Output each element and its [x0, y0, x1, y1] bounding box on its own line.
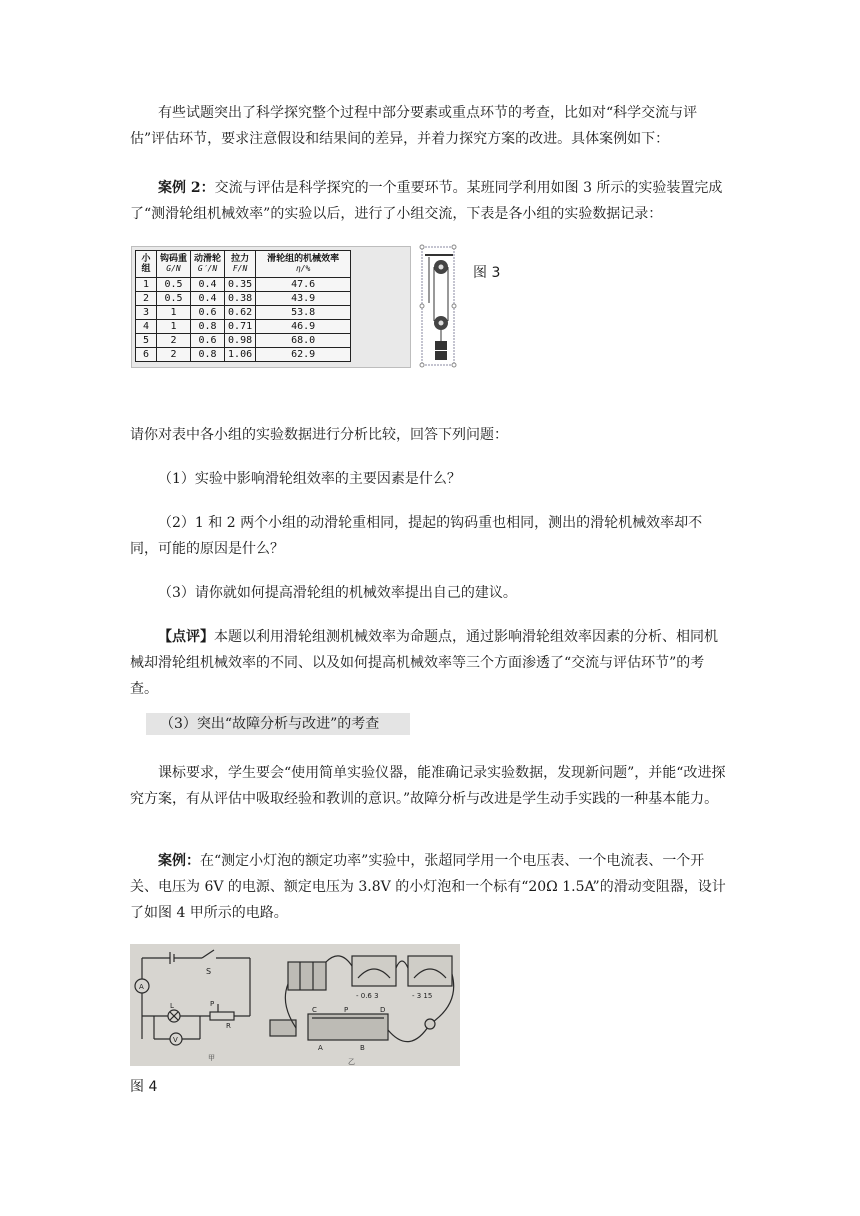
table-cell: 1: [136, 278, 157, 292]
label-rheo-B: B: [360, 1044, 365, 1052]
table-header-label: 钩码重: [160, 254, 188, 264]
table-cell: 0.62: [225, 306, 256, 320]
table-cell: 3: [136, 306, 157, 320]
table-header-cell: [136, 251, 157, 278]
table-cell: 47.6: [256, 278, 351, 292]
table-header-label: 小组: [141, 254, 151, 274]
table-cell: 0.6: [191, 334, 225, 348]
question-2: （2）1 和 2 两个小组的动滑轮重相同，提起的钩码重也相同，测出的滑轮机械效率却不同，可能的原因是什么？: [130, 515, 703, 557]
table-cell: 43.9: [256, 292, 351, 306]
table-row: [136, 334, 351, 348]
comment-paragraph: [130, 624, 730, 702]
table-cell: 0.5: [157, 278, 191, 292]
table-cell: 0.4: [191, 292, 225, 306]
table-header-label: 动滑轮: [194, 254, 222, 264]
label-V: V: [173, 1036, 178, 1044]
label-rheo-P: P: [344, 1006, 349, 1014]
curriculum-paragraph: 课标要求，学生要会“使用简单实验仪器，能准确记录实验数据，发现新问题”，并能“改进探究方案，有从评估中吸取经验和教训的意识。”故障分析与改进是学生动手实践的一种基本能力。: [130, 765, 726, 807]
table-cell: 2: [136, 292, 157, 306]
table-cell: 6: [136, 348, 157, 362]
label-jia: 甲: [208, 1054, 215, 1062]
table-header-row: [136, 251, 351, 278]
table-cell: 0.38: [225, 292, 256, 306]
table-cell: 68.0: [256, 334, 351, 348]
label-A: A: [139, 983, 144, 991]
label-rheo-D: D: [380, 1006, 386, 1014]
intro-paragraph: 有些试题突出了科学探究整个过程中部分要素或重点环节的考查，比如对“科学交流与评估”评估环节，要求注意假设和结果间的差异，并着力探究方案的改进。具体案例如下：: [130, 105, 698, 147]
table-row: [136, 306, 351, 320]
figure4-caption: 图 4: [130, 1079, 158, 1095]
table-header-cell: [256, 251, 351, 278]
table-header-unit: F/N: [232, 264, 248, 273]
table-cell: 0.6: [191, 306, 225, 320]
efficiency-table: [135, 250, 351, 362]
table-cell: 0.71: [225, 320, 256, 334]
label-rheo-C: C: [312, 1006, 317, 1014]
label-rheo-A: A: [318, 1044, 323, 1052]
table-cell: 62.9: [256, 348, 351, 362]
pulley-figure: [417, 243, 459, 369]
table-cell: 53.8: [256, 306, 351, 320]
case3-label: 案例：: [158, 853, 200, 869]
table-cell: 1.06: [225, 348, 256, 362]
label-voltmeter-scale: - 3 15: [412, 992, 433, 1000]
table-cell: 0.35: [225, 278, 256, 292]
instruction-text: 请你对表中各小组的实验数据进行分析比较，回答下列问题：: [130, 427, 508, 443]
table-row: [136, 292, 351, 306]
table-cell: 0.8: [191, 348, 225, 362]
question-3: （3）请你就如何提高滑轮组的机械效率提出自己的建议。: [158, 585, 517, 601]
table-row: [136, 278, 351, 292]
table-cell: 0.98: [225, 334, 256, 348]
table-cell: 2: [157, 348, 191, 362]
question-1: （1）实验中影响滑轮组效率的主要因素是什么？: [158, 471, 461, 487]
section3-heading: （3）突出“故障分析与改进”的考查: [146, 713, 410, 735]
case3-text: 在“测定小灯泡的额定功率”实验中，张超同学用一个电压表、一个电流表、一个开关、电压为 6V 的电源、额定电压为 3.8V 的小灯泡和一个标有“20Ω 1.5A”的滑动变阻器，设计了如图 4 甲所示的电路。: [130, 853, 726, 921]
table-header-unit: G′/N: [197, 264, 218, 273]
table-cell: 0.8: [191, 320, 225, 334]
table-cell: 1: [157, 306, 191, 320]
label-S: S: [206, 967, 212, 976]
label-L: L: [170, 1002, 174, 1010]
table-header-cell: [191, 251, 225, 278]
circuit-figure: [130, 944, 460, 1066]
table-header-unit: G/N: [166, 264, 181, 273]
table-header-cell: [225, 251, 256, 278]
table-cell: 0.4: [191, 278, 225, 292]
data-table-image: [131, 246, 411, 368]
table-row: [136, 348, 351, 362]
case2-text: 交流与评估是科学探究的一个重要环节。某班同学利用如图 3 所示的实验装置完成了“测滑轮组机械效率”的实验以后，进行了小组交流，下表是各小组的实验数据记录：: [130, 180, 723, 222]
figure3-caption: 图 3: [473, 265, 501, 281]
table-cell: 1: [157, 320, 191, 334]
table-header-label: 滑轮组的机械效率: [267, 254, 340, 264]
label-ammeter-scale: - 0.6 3: [356, 992, 379, 1000]
label-R: R: [226, 1022, 231, 1030]
table-cell: 2: [157, 334, 191, 348]
table-cell: 5: [136, 334, 157, 348]
table-row: [136, 320, 351, 334]
label-yi: 乙: [348, 1058, 355, 1066]
table-cell: 0.5: [157, 292, 191, 306]
case3-paragraph: [130, 848, 730, 926]
table-cell: 4: [136, 320, 157, 334]
comment-label: 【点评】: [158, 629, 214, 645]
table-header-cell: [157, 251, 191, 278]
table-cell: 46.9: [256, 320, 351, 334]
table-header-unit: η/%: [295, 264, 311, 273]
comment-text: 本题以利用滑轮组测机械效率为命题点，通过影响滑轮组效率因素的分析、相同机械却滑轮组机械效率的不同、以及如何提高机械效率等三个方面渗透了“交流与评估环节”的考查。: [130, 629, 718, 697]
table-header-label: 拉力: [231, 254, 250, 264]
case2-paragraph: [130, 175, 730, 227]
case2-label: 案例 2：: [158, 180, 215, 196]
label-P: P: [210, 1000, 215, 1008]
